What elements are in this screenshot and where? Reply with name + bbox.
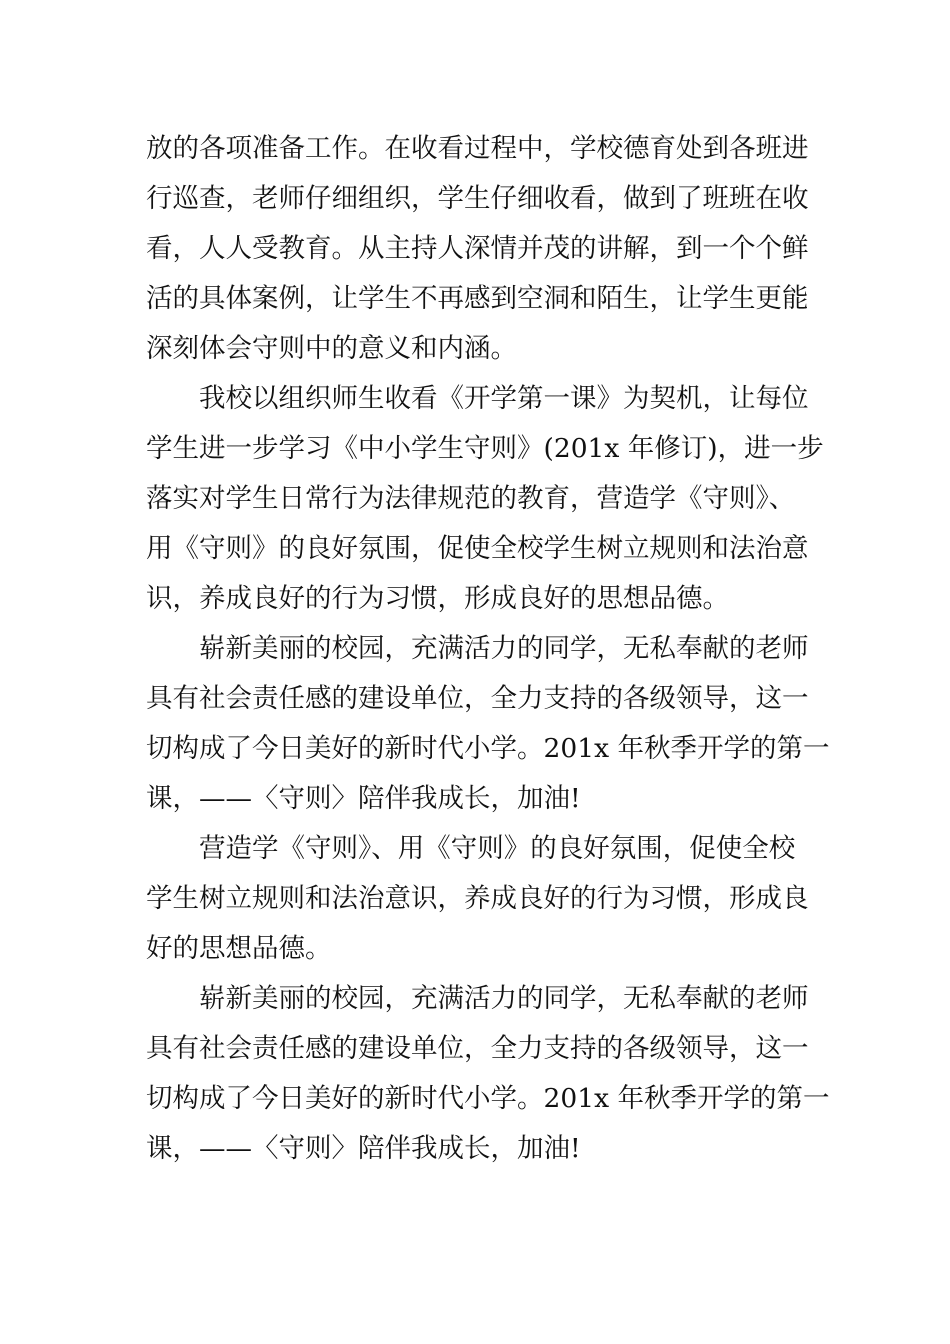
text-line: 看，人人受教育。从主持人深情并茂的讲解，到一个个鲜 <box>146 233 809 264</box>
text-line: 我校以组织师生收看《开学第一课》为契机，让每位 <box>146 383 809 414</box>
text-line: 具有社会责任感的建设单位，全力支持的各级领导，这一 <box>146 683 809 714</box>
text-line: 崭新美丽的校园，充满活力的同学，无私奉献的老师 <box>146 983 809 1014</box>
text-line: 落实对学生日常行为法律规范的教育，营造学《守则》、 <box>146 483 796 514</box>
text-line: 学生进一步学习《中小学生守则》(201x 年修订)，进一步 <box>146 433 824 464</box>
paragraph-1 <box>146 124 808 374</box>
text-line: 营造学《守则》、用《守则》的良好氛围，促使全校 <box>146 833 796 864</box>
text-line: 识，养成良好的行为习惯，形成良好的思想品德。 <box>146 583 729 614</box>
document-body <box>146 124 830 1174</box>
text-line: 活的具体案例，让学生不再感到空洞和陌生，让学生更能 <box>146 283 809 314</box>
text-line: 课，——〈守则〉陪伴我成长，加油! <box>146 783 581 814</box>
text-line: 行巡查，老师仔细组织，学生仔细收看，做到了班班在收 <box>146 183 809 214</box>
text-line: 好的思想品德。 <box>146 933 332 964</box>
text-line: 崭新美丽的校园，充满活力的同学，无私奉献的老师 <box>146 633 809 664</box>
text-line: 切构成了今日美好的新时代小学。201x 年秋季开学的第一 <box>146 1083 830 1114</box>
text-line: 放的各项准备工作。在收看过程中，学校德育处到各班进 <box>146 133 809 164</box>
text-line: 具有社会责任感的建设单位，全力支持的各级领导，这一 <box>146 1033 809 1064</box>
paragraph-2 <box>146 374 824 624</box>
text-line: 学生树立规则和法治意识，养成良好的行为习惯，形成良 <box>146 883 809 914</box>
text-line: 深刻体会守则中的意义和内涵。 <box>146 333 517 364</box>
paragraph-3 <box>146 624 830 824</box>
paragraph-4 <box>146 824 808 974</box>
text-line: 课，——〈守则〉陪伴我成长，加油! <box>146 1133 581 1164</box>
text-line: 用《守则》的良好氛围，促使全校学生树立规则和法治意 <box>146 533 809 564</box>
text-line: 切构成了今日美好的新时代小学。201x 年秋季开学的第一 <box>146 733 830 764</box>
paragraph-5 <box>146 974 830 1174</box>
